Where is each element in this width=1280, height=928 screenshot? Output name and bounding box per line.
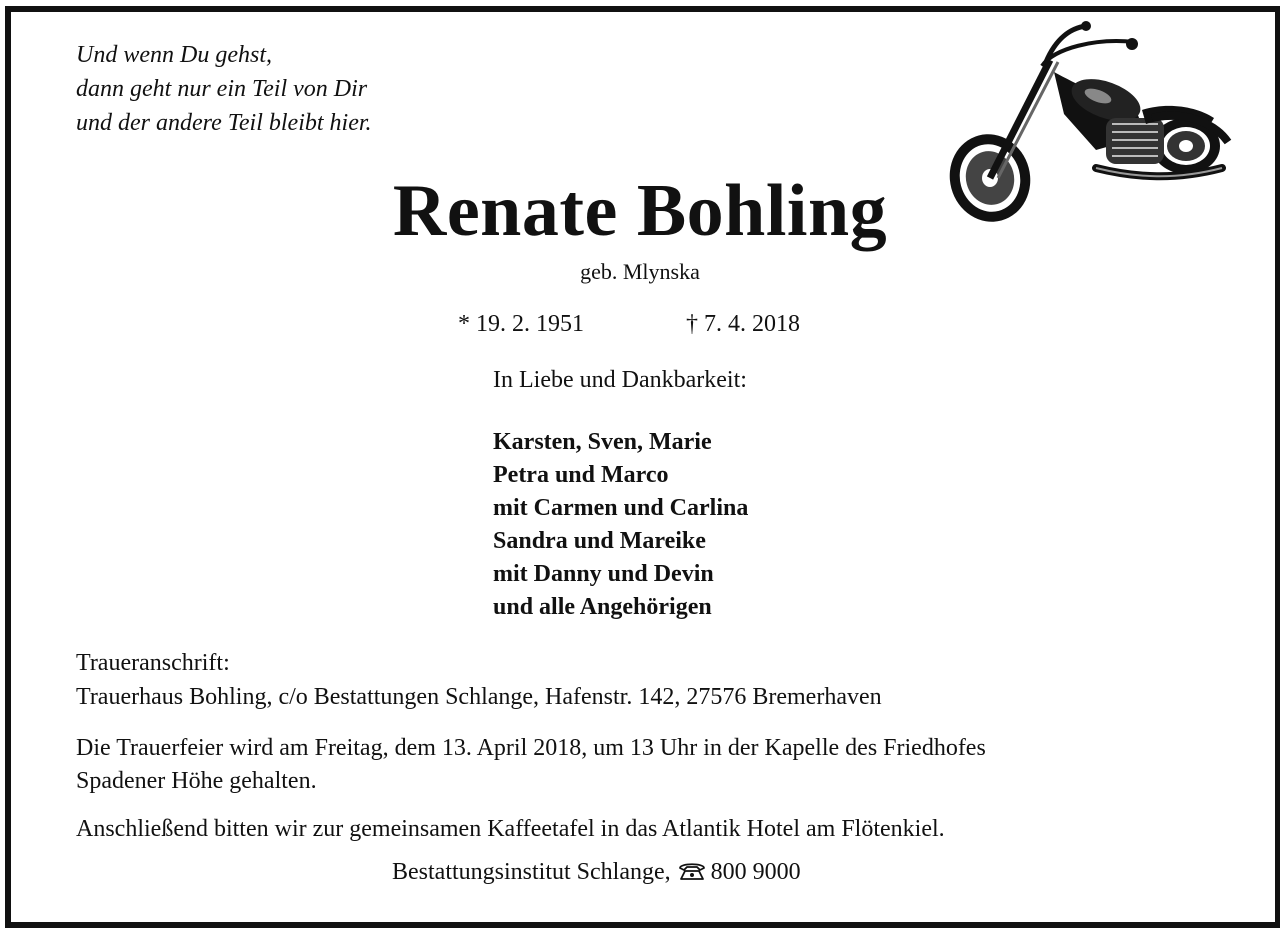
- mourner-line: Sandra und Mareike: [493, 528, 706, 554]
- funeral-home-contact: [392, 855, 801, 889]
- funeral-home-name: Bestattungsinstitut Schlange,: [392, 859, 671, 885]
- mourner-line: mit Carmen und Carlina: [493, 495, 749, 521]
- family-intro: In Liebe und Dankbarkeit:: [493, 367, 747, 393]
- address-label: Traueranschrift:: [76, 650, 230, 676]
- mourner-line: mit Danny und Devin: [493, 561, 714, 587]
- telephone-icon: [677, 861, 707, 881]
- motto-line: und der andere Teil bleibt hier.: [76, 110, 372, 136]
- ceremony-line: Spadener Höhe gehalten.: [76, 768, 317, 794]
- ceremony-notice: [76, 732, 986, 798]
- reception-notice: Anschließend bitten wir zur gemeinsamen Kaffeetafel in das Atlantik Hotel am Flötenkiel.: [76, 816, 945, 842]
- birth-date: * 19. 2. 1951: [458, 311, 584, 337]
- phone-number: 800 9000: [710, 859, 801, 885]
- mourners-list: [493, 426, 748, 624]
- mourning-address: [76, 646, 882, 714]
- mourner-line: Petra und Marco: [493, 462, 669, 488]
- motto-line: dann geht nur ein Teil von Dir: [76, 76, 368, 102]
- maiden-name: geb. Mlynska: [580, 259, 700, 284]
- ceremony-line: Die Trauerfeier wird am Freitag, dem 13. April 2018, um 13 Uhr in der Kapelle des Friedhofes: [76, 735, 986, 761]
- motto-poem: [76, 38, 372, 140]
- motto-line: Und wenn Du gehst,: [76, 42, 272, 68]
- deceased-name: Renate Bohling: [392, 170, 888, 252]
- mourner-line: und alle Angehörigen: [493, 594, 712, 620]
- mourner-line: Karsten, Sven, Marie: [493, 429, 712, 455]
- address-value: Trauerhaus Bohling, c/o Bestattungen Schlange, Hafenstr. 142, 27576 Bremerhaven: [76, 684, 882, 710]
- death-date: † 7. 4. 2018: [686, 311, 800, 337]
